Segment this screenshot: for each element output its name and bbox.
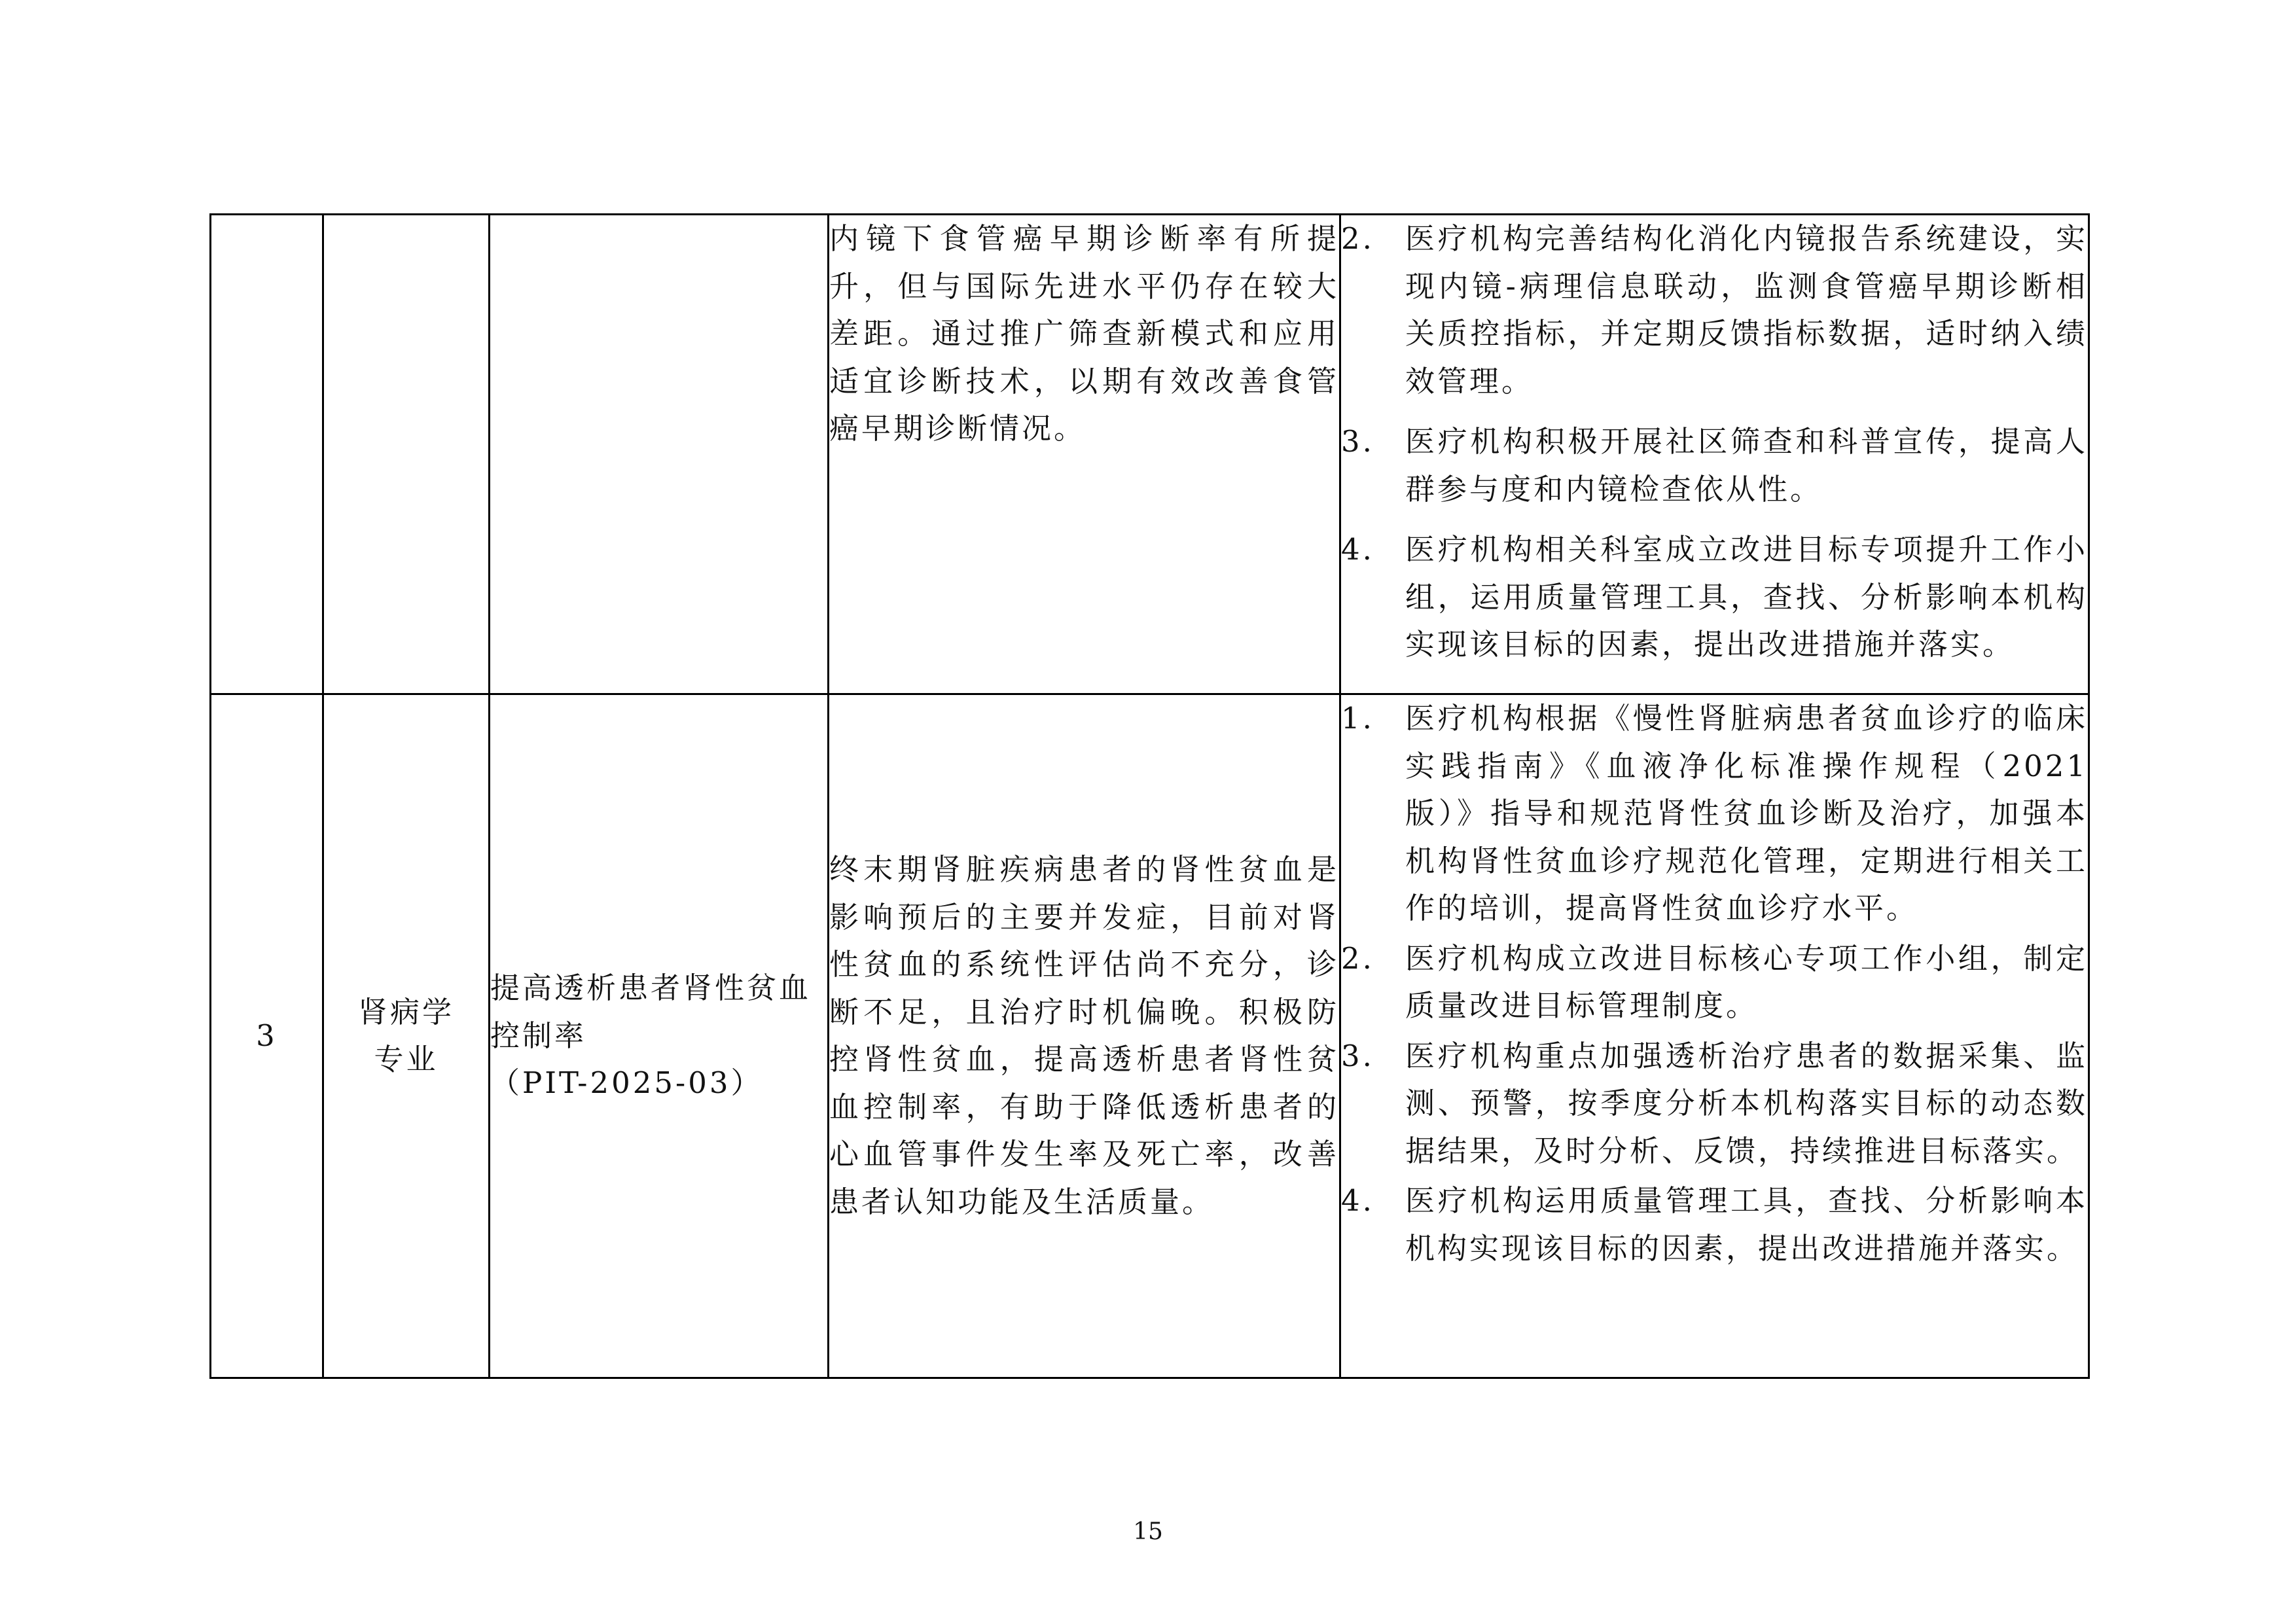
- measure-text: 医疗机构完善结构化消化内镜报告系统建设，实现内镜-病理信息联动，监测食管癌早期诊断相关质控指标，并定期反馈指标数据，适时纳入绩效管理。: [1405, 221, 2088, 399]
- indicator-title: 提高透析患者肾性贫血控制率: [490, 971, 812, 1053]
- measure-item: [1341, 935, 2088, 1030]
- specialty-cell: [323, 215, 490, 694]
- rationale-cell: 终末期肾脏疾病患者的肾性贫血是影响预后的主要并发症，目前对肾性贫血的系统性评估尚不充分，诊断不足，且治疗时机偏晚。积极防控肾性贫血，提高透析患者肾性贫血控制率，有助于降低透析患者的心血管事件发生率及死亡率，改善患者认知功能及生活质量。: [829, 694, 1340, 1378]
- measure-text: 医疗机构运用质量管理工具，查找、分析影响本机构实现该目标的因素，提出改进措施并落实。: [1405, 1183, 2088, 1266]
- measure-number: 4.: [1341, 532, 1374, 567]
- measure-number: 1.: [1341, 701, 1374, 736]
- indicator-code: （PIT-2025-03）: [490, 1065, 763, 1101]
- measures-cell: [1340, 215, 2089, 694]
- measure-text: 医疗机构积极开展社区筛查和科普宣传，提高人群参与度和内镜检查依从性。: [1405, 424, 2088, 507]
- measure-item: [1341, 695, 2088, 933]
- table-row: [211, 694, 2089, 1378]
- measure-item: [1341, 1177, 2088, 1272]
- goals-table: [209, 213, 2090, 1379]
- specialty-cell: 肾病学专业: [323, 694, 490, 1378]
- seq-cell: [211, 215, 323, 694]
- measure-number: 4.: [1341, 1183, 1374, 1218]
- measure-item: [1341, 526, 2088, 669]
- measure-number: 3.: [1341, 1038, 1374, 1073]
- page-number: 15: [1133, 1518, 1163, 1545]
- measure-item: [1341, 215, 2088, 405]
- table-row: [211, 215, 2089, 694]
- measure-item: [1341, 1033, 2088, 1175]
- measure-item: [1341, 418, 2088, 513]
- indicator-cell: [490, 215, 829, 694]
- measure-text: 医疗机构根据《慢性肾脏病患者贫血诊疗的临床实践指南》《血液净化标准操作规程（2021版）》指导和规范肾性贫血诊断及治疗，加强本机构肾性贫血诊疗规范化管理，定期进行相关工作的培训，提高肾性贫血诊疗水平。: [1405, 701, 2088, 925]
- rationale-cell: 内镜下食管癌早期诊断率有所提升，但与国际先进水平仍存在较大差距。通过推广筛查新模式和应用适宜诊断技术，以期有效改善食管癌早期诊断情况。: [829, 215, 1340, 694]
- indicator-cell: [490, 694, 829, 1378]
- measure-number: 2.: [1341, 940, 1374, 976]
- measure-text: 医疗机构重点加强透析治疗患者的数据采集、监测、预警，按季度分析本机构落实目标的动态数据结果，及时分析、反馈，持续推进目标落实。: [1405, 1038, 2088, 1168]
- measure-text: 医疗机构相关科室成立改进目标专项提升工作小组，运用质量管理工具，查找、分析影响本机构实现该目标的因素，提出改进措施并落实。: [1405, 532, 2088, 662]
- measure-text: 医疗机构成立改进目标核心专项工作小组，制定质量改进目标管理制度。: [1405, 940, 2088, 1023]
- measures-cell: [1340, 694, 2089, 1378]
- measure-number: 2.: [1341, 221, 1374, 256]
- seq-cell: 3: [211, 694, 323, 1378]
- measure-number: 3.: [1341, 424, 1374, 459]
